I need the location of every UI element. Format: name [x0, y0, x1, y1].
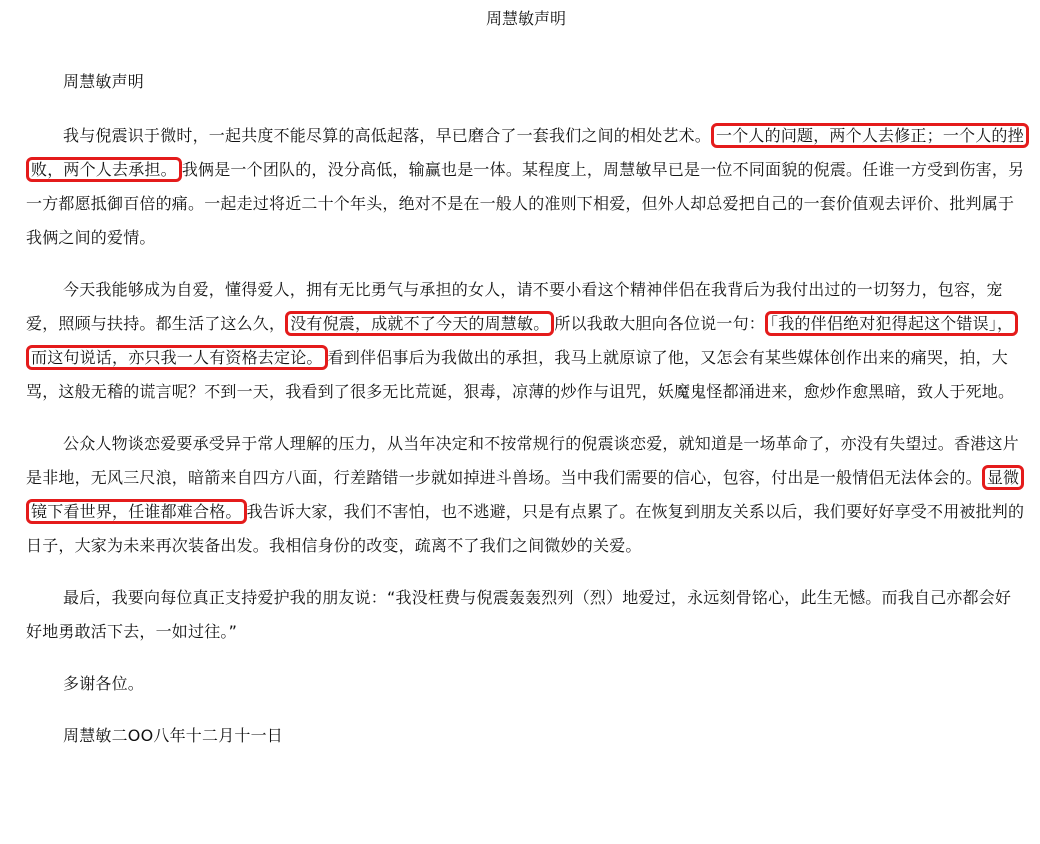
paragraph-1: [26, 119, 1026, 255]
document-title: 周慧敏声明: [485, 9, 566, 28]
paragraph-4: 最后，我要向每位真正支持爱护我的朋友说：“我没枉费与倪震轰轰烈列（烈）地爱过，永远刻骨铭心，此生无憾。而我自己亦都会好好地勇敢活下去，一如过往。”: [26, 588, 1012, 641]
paragraph-3-text-a: 公众人物谈恋爱要承受异于常人理解的压力，从当年决定和不按常规行的倪震谈恋爱，就知道是一场革命了，亦没有失望过。香港这片是非地，无风三尺浪，暗箭来自四方八面，行差踏错一步就如掉进斗兽场。当中我们需要的信心，包容，付出是一般情侣无法体会的。: [26, 434, 1019, 487]
highlight-box-4: 显微镜下看世界，任谁都难合格。: [26, 465, 1024, 524]
paragraph-2-text-c: 看到伴侣事后为我做出的承担，我马上就原谅了他，又怎会有某些媒体创作出来的痛哭，拍，大骂，这般无稽的谎言呢？不到一天，我看到了很多无比荒诞，狠毒，凉薄的炒作与诅咒，妖魔鬼怪都涌进来，愈炒作愈黑暗，致人于死地。: [26, 348, 1015, 401]
paragraph-1-text-a: 我与倪震识于微时，一起共度不能尽算的高低起落，早已磨合了一套我们之间的相处艺术。: [63, 126, 712, 145]
paragraph-3: [26, 427, 1026, 563]
paragraph-2-text-a: 今天我能够成为自爱，懂得爱人，拥有无比勇气与承担的女人，请不要小看这个精神伴侣在我背后为我付出过的一切努力，包容，宠爱，照顾与扶持。都生活了这么久，: [26, 280, 1003, 333]
document: [26, 0, 1026, 753]
statement-heading: 周慧敏声明: [63, 72, 145, 91]
paragraph-2: [26, 273, 1026, 409]
signature-date: 周慧敏二OO八年十二月十一日: [63, 726, 283, 745]
highlight-box-2: 没有倪震，成就不了今天的周慧敏。: [285, 311, 554, 336]
highlight-box-3: 「我的伴侣绝对犯得起这个错误」，而这句说话，亦只我一人有资格去定论。: [26, 311, 1018, 370]
highlight-box-1: 一个人的问题，两个人去修正；一个人的挫败，两个人去承担。: [26, 123, 1029, 182]
paragraph-3-text-b: 我告诉大家，我们不害怕，也不逃避，只是有点累了。在恢复到朋友关系以后，我们要好好享受不用被批判的日子，大家为未来再次装备出发。我相信身份的改变，疏离不了我们之间微妙的关爱。: [26, 502, 1025, 555]
paragraph-thanks: 多谢各位。: [63, 674, 145, 693]
paragraph-1-text-b: 我俩是一个团队的，没分高低，输赢也是一体。某程度上，周慧敏早已是一位不同面貌的倪震。任谁一方受到伤害，另一方都愿抵御百倍的痛。一起走过将近二十个年头，绝对不是在一般人的准则下相爱，但外人却总爱把自己的一套价值观去评价、批判属于我俩之间的爱情。: [26, 160, 1025, 247]
paragraph-2-text-b: 所以我敢大胆向各位说一句：: [554, 314, 766, 333]
